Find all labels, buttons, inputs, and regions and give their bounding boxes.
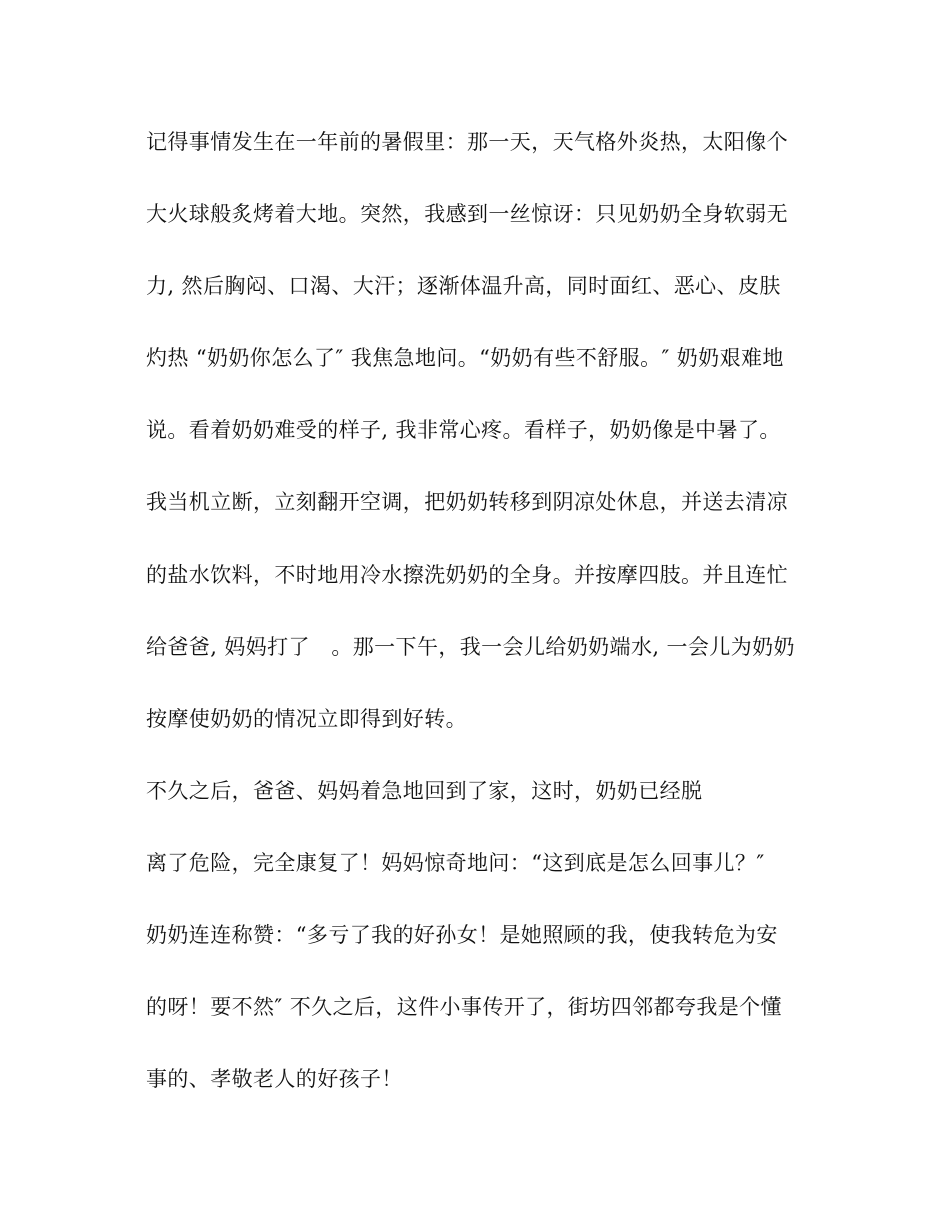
- text-line-4: 灼热 “奶奶你怎么了″ 我焦急地问。“奶奶有些不舒服。″ 奶奶艰难地: [146, 346, 784, 370]
- text-line-13: 的呀！要不然″ 不久之后，这件小事传开了，街坊四邻都夸我是个懂: [146, 995, 782, 1019]
- text-line-9: 按摩使奶奶的情况立即得到好转。: [146, 707, 467, 731]
- text-line-8: 给爸爸, 妈妈打了 。那一下午，我一会儿给奶奶端水, 一会儿为奶奶: [146, 635, 795, 659]
- text-line-3: 力, 然后胸闷、口渴、大汗；逐渐体温升高，同时面红、恶心、皮肤: [146, 274, 781, 298]
- text-line-11: 离了危险，完全康复了！妈妈惊奇地问：“这到底是怎么回事儿？″: [146, 851, 765, 875]
- text-line-12: 奶奶连连称赞：“多亏了我的好孙女！是她照顾的我，使我转危为安: [146, 923, 778, 947]
- text-line-7: 的盐水饮料，不时地用冷水擦洗奶奶的全身。并按摩四肢。并且连忙: [146, 563, 788, 587]
- text-line-5: 说。看着奶奶难受的样子, 我非常心疼。看样子，奶奶像是中暑了。: [146, 418, 781, 442]
- text-line-1: 记得事情发生在一年前的暑假里：那一天，天气格外炎热，太阳像个: [146, 130, 788, 154]
- text-line-2: 大火球般炙烤着大地。突然，我感到一丝惊讶：只见奶奶全身软弱无: [146, 202, 788, 226]
- text-line-14: 事的、孝敬老人的好孩子！: [146, 1067, 403, 1091]
- text-line-10: 不久之后，爸爸、妈妈着急地回到了家，这时，奶奶已经脱: [146, 779, 703, 803]
- text-line-6: 我当机立断，立刻翻开空调，把奶奶转移到阴凉处休息，并送去清凉: [146, 490, 788, 514]
